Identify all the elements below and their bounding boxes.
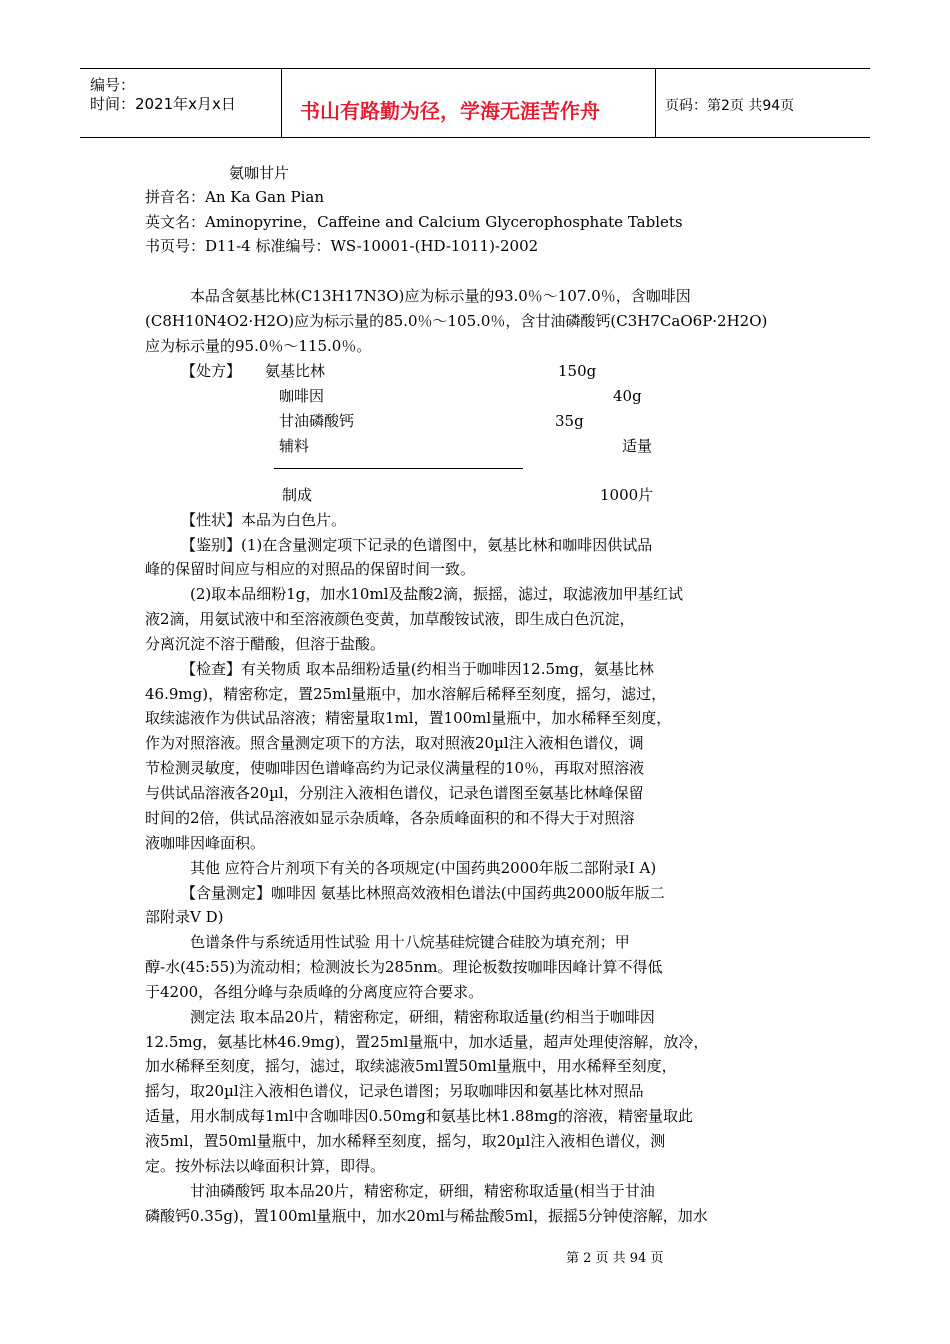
header-info-cell (80, 69, 282, 137)
formula-total-label: 制成 (282, 486, 313, 504)
paragraph-line: 其他 应符合片剂项下有关的各项规定(中国药典2000年版二部附录Ⅰ A) (190, 859, 657, 877)
header-motto-cell (282, 69, 656, 137)
paragraph-line: 分离沉淀不溶于醋酸，但溶于盐酸。 (145, 635, 386, 653)
paragraph-line: 12.5mg，氨基比林46.9mg)，置25ml量瓶中，加水适量，超声处理使溶解，放冷， (145, 1033, 709, 1051)
paragraph-line: 液5ml，置50ml量瓶中，加水稀释至刻度，摇匀，取20µl注入液相色谱仪，测 (145, 1132, 666, 1150)
paragraph-line: 【检查】有关物质 取本品细粉适量(约相当于咖啡因12.5mg，氨基比林 (181, 660, 654, 678)
paragraph-line: 应为标示量的95.0％～115.0％。 (145, 337, 372, 355)
formula-amount: 40g (613, 387, 642, 405)
paragraph-line: 节检测灵敏度，使咖啡因色谱峰高约为记录仪满量程的10％，再取对照溶液 (145, 759, 645, 777)
paragraph-line: 甘油磷酸钙 取本品20片，精密称定，研细，精密称取适量(相当于甘油 (190, 1182, 655, 1200)
paragraph-line: (2)取本品细粉1g，加水10ml及盐酸2滴，振摇，滤过，取滤液加甲基红试 (190, 585, 684, 603)
formula-amount: 适量 (622, 437, 653, 455)
page-header (80, 68, 870, 138)
date-line: 时间：2021年x月x日 (90, 95, 236, 113)
paragraph-line: 磷酸钙0.35g)，置100ml量瓶中，加水20ml与稀盐酸5ml，振摇5分钟使溶解，加水 (145, 1207, 708, 1225)
paragraph-line: (C8H10N4O2·H2O)应为标示量的85.0％～105.0％，含甘油磷酸钙(C3H7CaO6P·2H2O) (145, 312, 768, 330)
paragraph-line: 取续滤液作为供试品溶液；精密量取1ml，置100ml量瓶中，加水稀释至刻度， (145, 709, 672, 727)
paragraph-line: 时间的2倍，供试品溶液如显示杂质峰，各杂质峰面积的和不得大于对照溶 (145, 809, 635, 827)
paragraph-line: 测定法 取本品20片，精密称定，研细，精密称取适量(约相当于咖啡因 (190, 1008, 655, 1026)
paragraph-line: 【性状】本品为白色片。 (181, 511, 347, 529)
motto: 书山有路勤为径，学海无涯苦作舟 (300, 99, 600, 123)
formula-ingredient: 咖啡因 (279, 387, 325, 405)
english-name: 英文名：Aminopyrine，Caffeine and Calcium Glycerophosphate Tablets (145, 213, 683, 231)
paragraph-line: 摇匀，取20µl注入液相色谱仪，记录色谱图；另取咖啡因和氨基比林对照品 (145, 1082, 644, 1100)
paragraph-line: 定。按外标法以峰面积计算，即得。 (145, 1157, 386, 1175)
paragraph-line: 46.9mg)，精密称定，置25ml量瓶中，加水溶解后稀释至刻度，摇匀，滤过， (145, 685, 667, 703)
paragraph-line: 液2滴，用氨试液中和至溶液颜色变黄，加草酸铵试液，即生成白色沉淀， (145, 610, 635, 628)
formula-heading: 【处方】 (181, 362, 242, 380)
formula-ingredient: 辅料 (279, 437, 310, 455)
paragraph-line: 加水稀释至刻度，摇匀，滤过，取续滤液5ml置50ml量瓶中，用水稀释至刻度， (145, 1057, 677, 1075)
paragraph-line: 于4200，各组分峰与杂质峰的分离度应符合要求。 (145, 983, 484, 1001)
formula-ingredient: 氨基比林 (265, 362, 326, 380)
page-footer: 第 2 页 共 94 页 (566, 1251, 664, 1266)
paragraph-line: 本品含氨基比林(C13H17N3O)应为标示量的93.0％～107.0％，含咖啡因 (190, 287, 691, 305)
paragraph-line: 醇-水(45:55)为流动相；检测波长为285nm。理论板数按咖啡因峰计算不得低 (145, 958, 663, 976)
paragraph-line: 适量，用水制成每1ml中含咖啡因0.50mg和氨基比林1.88mg的溶液，精密量取此 (145, 1107, 694, 1125)
paragraph-line: 【含量测定】咖啡因 氨基比林照高效液相色谱法(中国药典2000版年版二 (181, 884, 665, 902)
header-page-cell (656, 69, 870, 137)
paragraph-line: 部附录Ⅴ D) (145, 908, 224, 926)
formula-ingredient: 甘油磷酸钙 (279, 412, 355, 430)
paragraph-line: 作为对照溶液。照含量测定项下的方法，取对照液20µl注入液相色谱仪，调 (145, 734, 644, 752)
formula-amount: 150g (558, 362, 597, 380)
paragraph-line: 色谱条件与系统适用性试验 用十八烷基硅烷键合硅胶为填充剂；甲 (190, 933, 630, 951)
page-standard-number: 书页号：D11-4 标准编号：WS-10001-(HD-1011)-2002 (145, 237, 539, 255)
formula-total-amount: 1000片 (600, 486, 654, 504)
paragraph-line: 液咖啡因峰面积。 (145, 834, 266, 852)
paragraph-line: 与供试品溶液各20µl，分别注入液相色谱仪，记录色谱图至氨基比林峰保留 (145, 784, 644, 802)
formula-divider (274, 468, 523, 469)
pinyin-name: 拼音名：An Ka Gan Pian (145, 188, 325, 206)
drug-title: 氨咖甘片 (229, 164, 290, 182)
formula-amount: 35g (555, 412, 584, 430)
paragraph-line: 【鉴别】(1)在含量测定项下记录的色谱图中，氨基比林和咖啡因供试品 (181, 536, 653, 554)
paragraph-line: 峰的保留时间应与相应的对照品的保留时间一致。 (145, 560, 476, 578)
page-info: 页码：第2页 共94页 (665, 98, 795, 114)
number-label: 编号： (90, 76, 136, 94)
